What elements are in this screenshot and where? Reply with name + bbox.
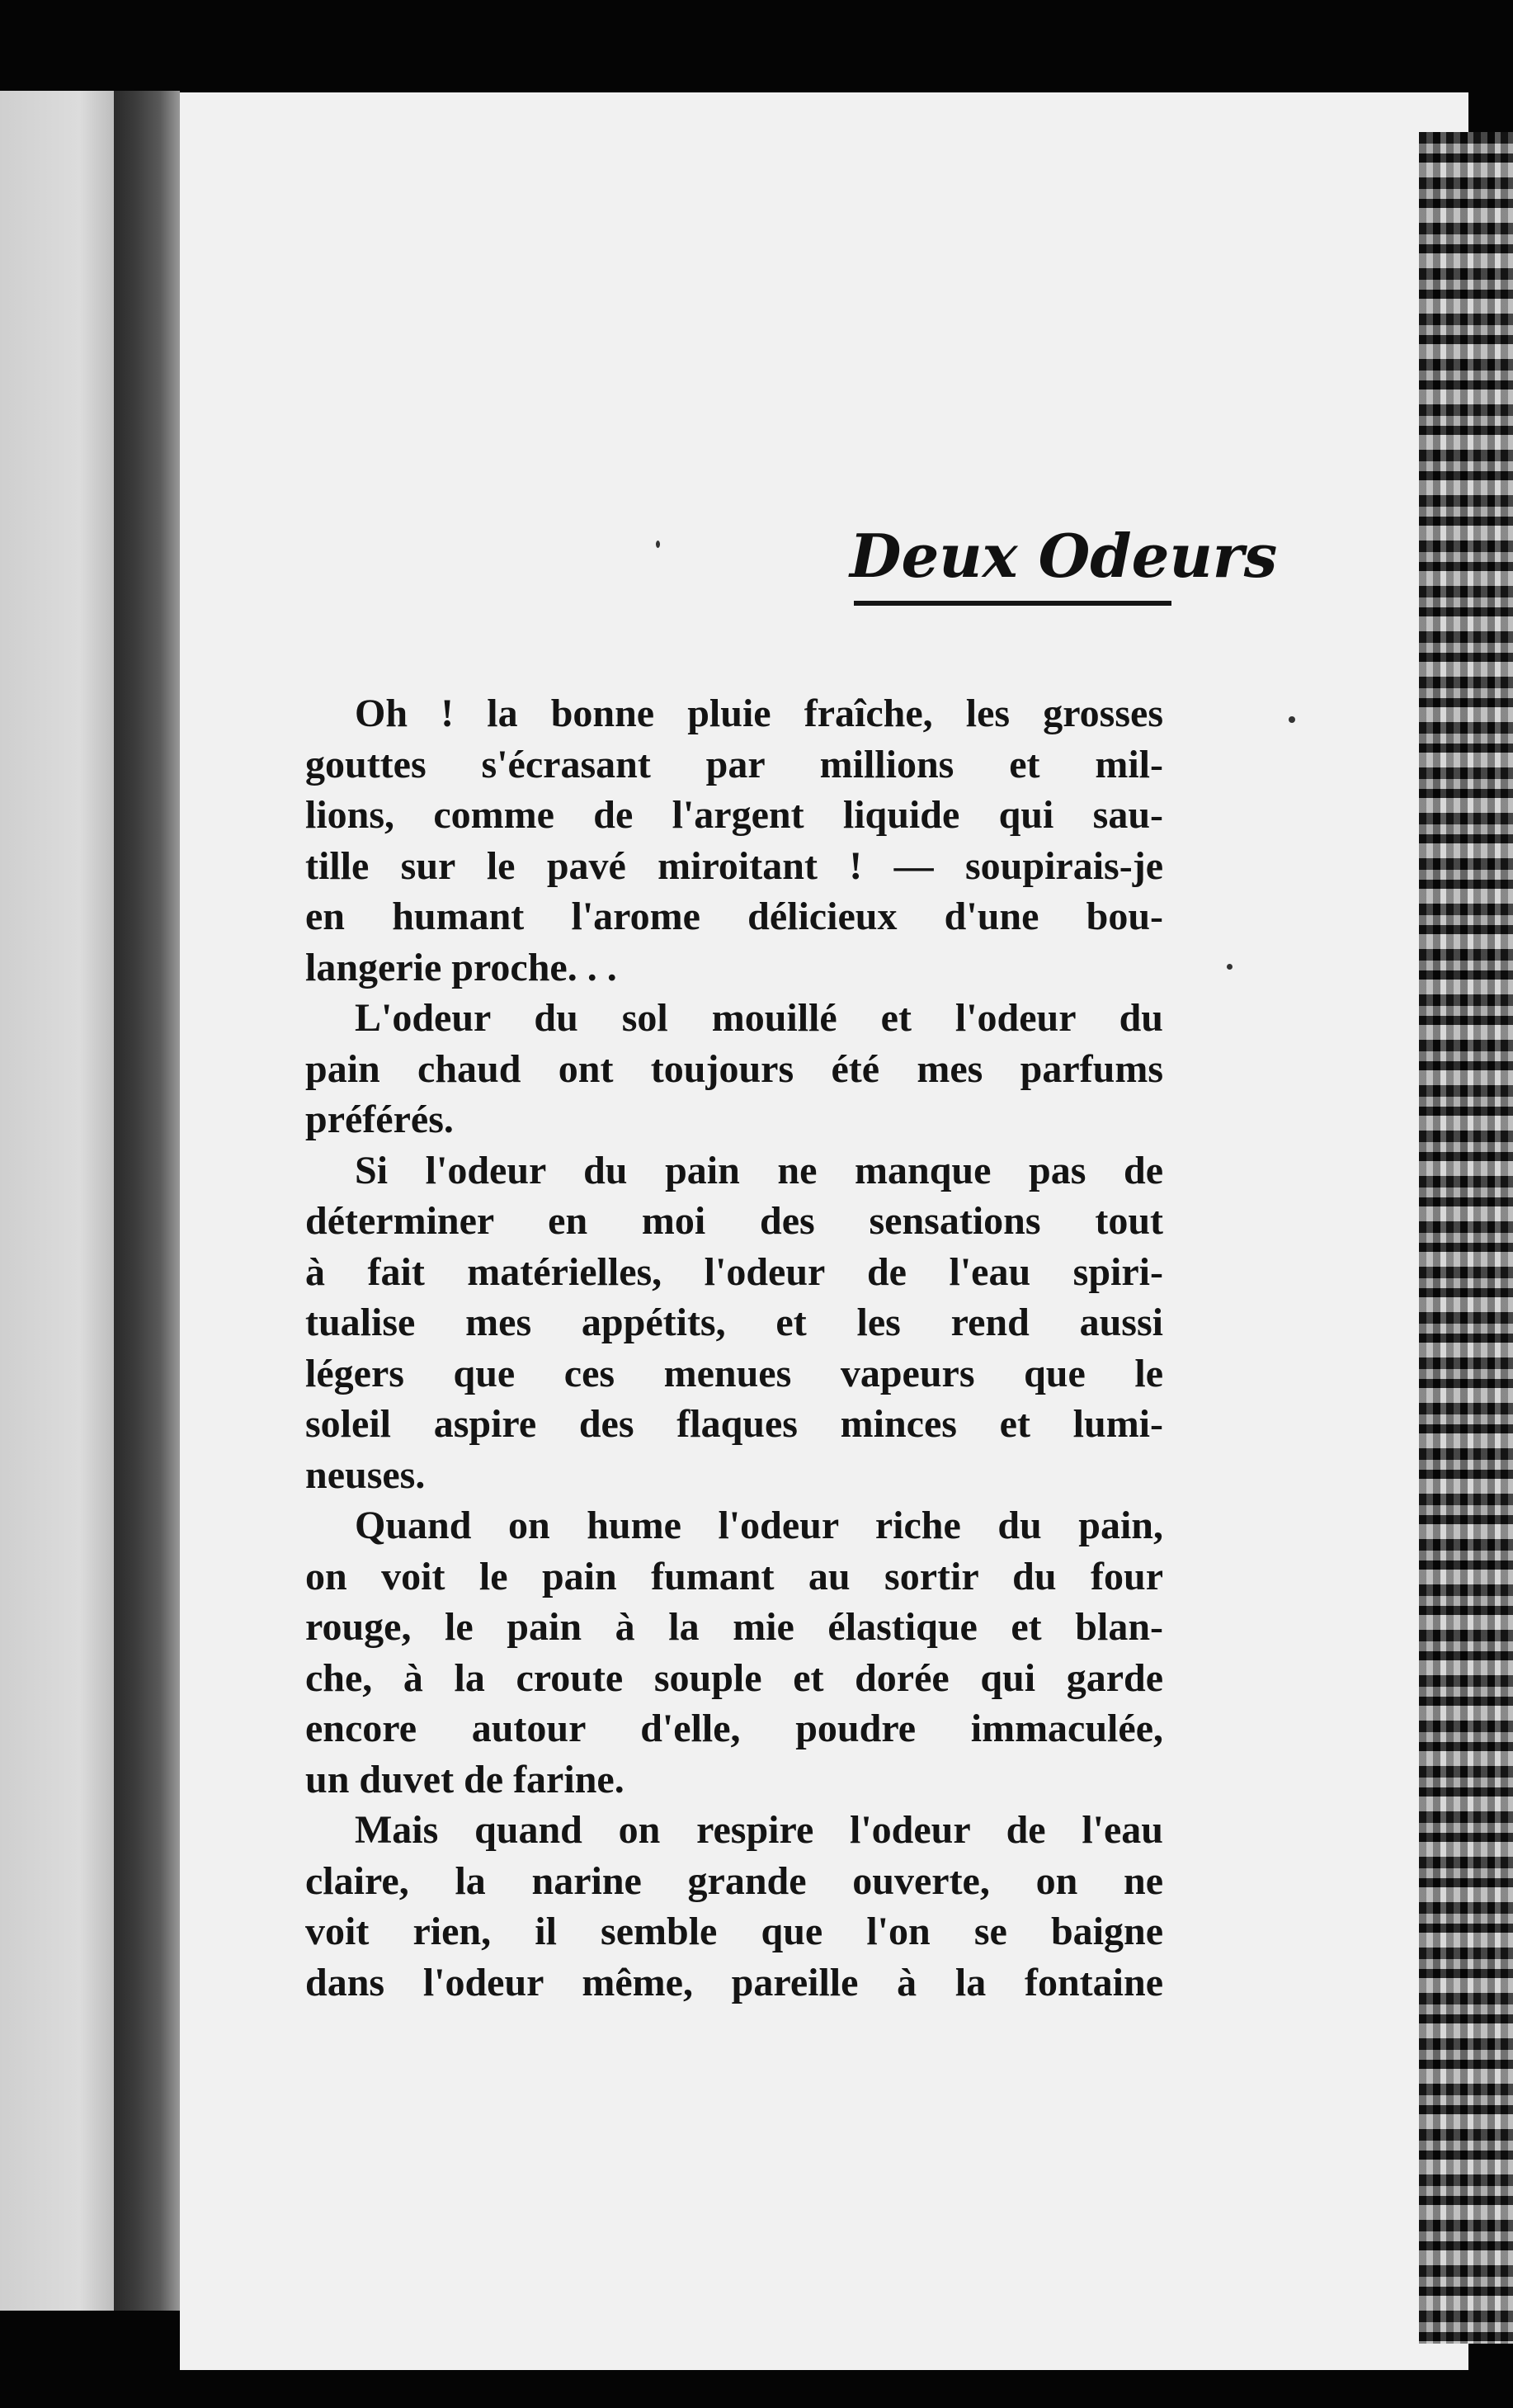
text-line: langerie proche. . . bbox=[305, 945, 617, 989]
text-line: déterminer en moi des sensations tout bbox=[305, 1199, 1163, 1243]
title-underline bbox=[854, 601, 1171, 606]
text-line: soleil aspire des flaques minces et lumi- bbox=[305, 1402, 1163, 1446]
text-line: L'odeur du sol mouillé et l'odeur du bbox=[355, 996, 1163, 1040]
text-line: Quand on hume l'odeur riche du pain, bbox=[355, 1504, 1163, 1547]
text-line: un duvet de farine. bbox=[305, 1757, 625, 1801]
text-line: neuses. bbox=[305, 1452, 426, 1497]
book-gutter bbox=[114, 91, 180, 2311]
text-line: légers que ces menues vapeurs que le bbox=[305, 1351, 1163, 1395]
text-line: voit rien, il semble que l'on se baigne bbox=[305, 1910, 1163, 1953]
page-edges bbox=[1419, 132, 1513, 2344]
text-line: tille sur le pavé miroitant ! — soupirais-je bbox=[305, 843, 1163, 888]
paragraph-1 bbox=[305, 688, 1163, 993]
text-line: à fait matérielles, l'odeur de l'eau spiri- bbox=[305, 1249, 1163, 1294]
text-line: gouttes s'écrasant par millions et mil- bbox=[305, 742, 1163, 786]
paragraph-2 bbox=[305, 993, 1163, 1145]
text-line: rouge, le pain à la mie élastique et blan- bbox=[305, 1605, 1163, 1649]
text-line: pain chaud ont toujours été mes parfums bbox=[305, 1046, 1163, 1091]
text-line: Mais quand on respire l'odeur de l'eau bbox=[355, 1808, 1163, 1852]
adjacent-page-edge bbox=[0, 91, 114, 2311]
text-line: encore autour d'elle, poudre immaculée, bbox=[305, 1707, 1163, 1750]
text-line: Oh ! la bonne pluie fraîche, les grosses bbox=[355, 692, 1163, 735]
text-line: tualise mes appétits, et les rend aussi bbox=[305, 1301, 1163, 1344]
body-text bbox=[305, 688, 1163, 2008]
scan-speck bbox=[1227, 964, 1233, 970]
text-line: Si l'odeur du pain ne manque pas de bbox=[355, 1148, 1163, 1192]
page-title: Deux Odeurs bbox=[850, 521, 1278, 591]
text-line: che, à la croute souple et dorée qui garde bbox=[305, 1655, 1163, 1700]
text-line: préférés. bbox=[305, 1098, 454, 1141]
paragraph-3 bbox=[305, 1145, 1163, 1501]
text-line: lions, comme de l'argent liquide qui sau- bbox=[305, 793, 1163, 837]
text-line: claire, la narine grande ouverte, on ne bbox=[305, 1858, 1163, 1903]
paragraph-5 bbox=[305, 1805, 1163, 2008]
paragraph-4 bbox=[305, 1500, 1163, 1805]
text-line: en humant l'arome délicieux d'une bou- bbox=[305, 895, 1163, 938]
scan-speck bbox=[656, 541, 660, 548]
scan-speck bbox=[1289, 716, 1295, 723]
text-line: on voit le pain fumant au sortir du four bbox=[305, 1554, 1163, 1598]
text-line: dans l'odeur même, pareille à la fontaine bbox=[305, 1960, 1163, 2004]
